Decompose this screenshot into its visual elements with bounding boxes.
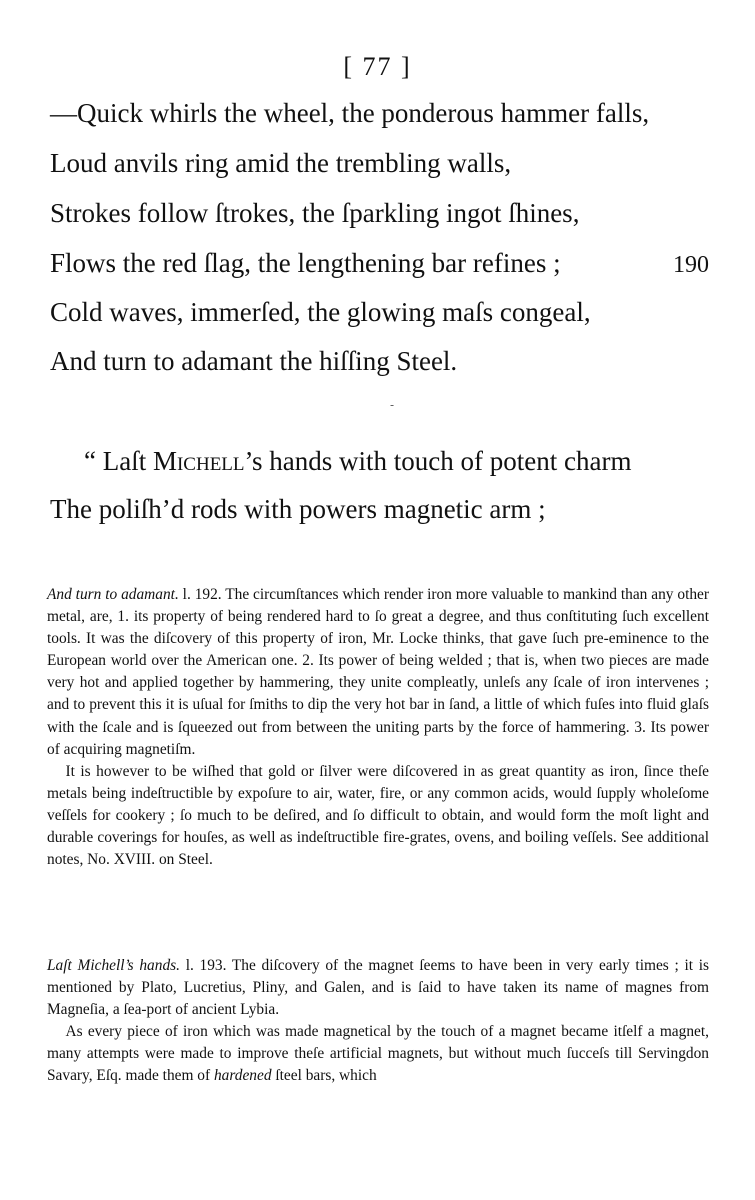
verse-line: Loud anvils ring amid the trembling walls,: [50, 148, 512, 178]
ornament-mark: -: [390, 398, 395, 412]
footnote-reference: And turn to adamant.: [47, 586, 179, 603]
footnote-section: [47, 584, 709, 871]
footnote-text: l. 193. The diſcovery of the magnet ſeems to have been in very early times ; it is mentioned by Plato, Lucretius, Pliny, and Galen, and is ſaid to have taken its name of magnes from Magneſia, a ſea-port of ancient Lybia.: [47, 957, 709, 1019]
line-number: 190: [673, 252, 709, 278]
verse-line: Cold waves, immerſed, the glowing maſs congeal,: [50, 297, 591, 327]
footnote-emphasis: hardened: [213, 1067, 272, 1085]
verse-line: —Quick whirls the wheel, the ponderous hammer falls,: [50, 98, 650, 128]
footnote-paragraph: It is however to be wiſhed that gold or ſilver were diſcovered in as great quantity as iron, ſince theſe metals being indeſtructible by expoſure to air, water, fire, or any common acids, would ſupply wholeſome veſſels for cookery ; ſo much to be deſired, and ſo difficult to obtain, and would form the moſt light and durable coverings for houſes, as well as indeſtructible fire-grates, ovens, and boiling veſſels. See additional notes, No. XVIII. on Steel.: [47, 762, 709, 869]
footnote-paragraph: [47, 584, 709, 761]
verse-line: Strokes follow ſtrokes, the ſparkling ingot ſhines,: [50, 198, 580, 228]
footnote-text: As every piece of iron which was made magnetical by the touch of a magnet became itſelf a magnet, many attempts were made to improve theſe artificial magnets, but without much ſucceſs till Servingdon Savary, Eſq. made them of: [47, 1023, 709, 1085]
footnote-text: ſteel bars, which: [271, 1067, 377, 1085]
verse-text: “ Laſt: [84, 446, 153, 476]
footnote-section: [47, 955, 709, 1088]
verse-line: [84, 446, 631, 477]
verse-line: Flows the red ſlag, the lengthening bar refines ;: [50, 248, 561, 278]
footnote-text: l. 192. The circumſtances which render iron more valuable to mankind than any other metal, are, 1. its property of being rendered hard to ſo great a degree, and thus conſtituting ſuch excellent tools. It was the diſcovery of this property of iron, Mr. Locke thinks, that gave ſuch pre-eminence to the European world over the American one. 2. Its power of being welded ; that is, when two pieces are made very hot and applied together by hammering, they unite compleatly, unleſs any ſcale of iron intervenes ; and to prevent this it is uſual for ſmiths to dip the very hot bar in ſand, a little of which fuſes into fluid glaſs with the ſcale and is ſqueezed out from between the uniting parts by the force of hammering. 3. Its power of acquiring magnetiſm.: [47, 586, 709, 758]
proper-name: Michell: [152, 446, 245, 476]
footnote-paragraph: [47, 955, 709, 1021]
footnote-paragraph: [47, 1021, 709, 1087]
page-number: [ 77 ]: [343, 52, 412, 81]
verse-line: The poliſh’d rods with powers magnetic arm ;: [50, 494, 546, 524]
footnote-reference: Laſt Michell’s hands.: [47, 957, 180, 974]
verse-line: And turn to adamant the hiſſing Steel.: [50, 346, 458, 376]
verse-text: ’s hands with touch of potent charm: [244, 446, 632, 476]
